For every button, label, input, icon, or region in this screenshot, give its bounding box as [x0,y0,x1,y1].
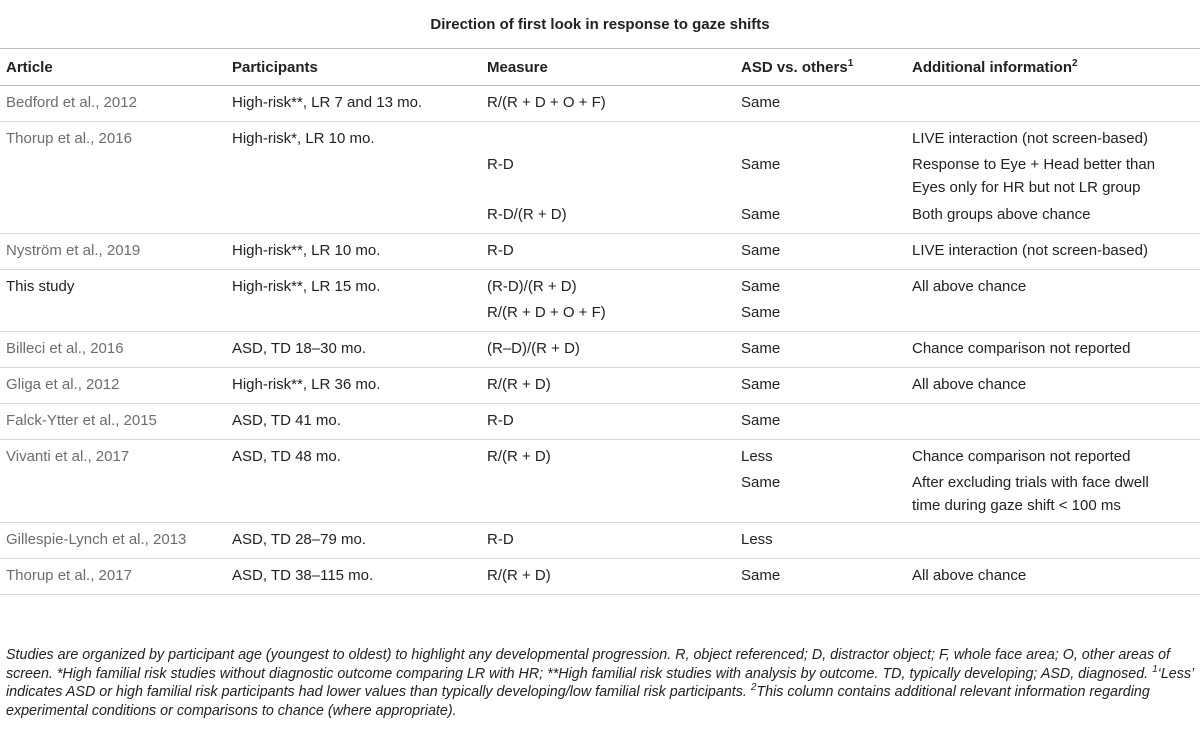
header-additional-sup: 2 [1071,58,1078,69]
participants-cell: High-risk**, LR 36 mo. [232,376,381,393]
additional-cell: Response to Eye + Head better than [912,156,1156,173]
measure-cell: R/(R + D) [487,448,551,465]
participants-cell: High-risk*, LR 10 mo. [232,130,375,147]
additional-cell [912,90,1200,116]
additional-cell: All above chance [912,567,1027,584]
footnote-sup: 1 [1152,663,1158,675]
asd-cell: Less [741,448,773,465]
participants-cell: ASD, TD 41 mo. [232,412,341,429]
article-link[interactable]: Thorup et al., 2016 [6,130,132,147]
measure-cell: R-D [487,242,514,259]
additional-cell: Chance comparison not reported [912,448,1131,465]
measure-cell: R/(R + D) [487,376,551,393]
measure-cell: R-D/(R + D) [487,206,567,223]
additional-cell: time during gaze shift < 100 ms [912,497,1121,514]
article-link[interactable]: Falck-Ytter et al., 2015 [6,412,157,429]
asd-cell: Same [741,474,781,491]
participants-cell: ASD, TD 18–30 mo. [232,340,366,357]
asd-cell: Less [741,531,773,548]
table-row [0,332,1200,368]
table-row [0,270,1200,332]
asd-cell: Same [741,242,781,259]
participants-cell: High-risk**, LR 10 mo. [232,242,381,259]
header-row [0,49,1200,86]
header-additional-label: Additional information [912,59,1072,76]
additional-cell: LIVE interaction (not screen-based) [912,130,1148,147]
table-footnote [6,646,1194,720]
additional-cell: All above chance [912,376,1027,393]
asd-cell: Same [741,206,781,223]
asd-cell: Same [741,94,781,111]
participants-cell: High-risk**, LR 7 and 13 mo. [232,94,423,111]
participants-cell: ASD, TD 38–115 mo. [232,567,374,584]
footnote-text: This column contains additional relevant information regarding experimental conditions or comparisons to chance (where appropriate). [6,684,1150,719]
additional-cell: Eyes only for HR but not LR group [912,179,1141,196]
measure-cell: R-D [487,531,514,548]
header-measure: Measure [481,49,735,86]
footnote-text: ‘Less’ indicates ASD or high familial risk participants had lower values than typically developing/low familial risk participants. [6,665,1194,700]
measure-cell: R/(R + D + O + F) [487,304,606,321]
article-cell: This study [6,278,75,295]
participants-cell: ASD, TD 48 mo. [232,448,341,465]
participants-cell: High-risk**, LR 15 mo. [232,278,381,295]
additional-cell: Both groups above chance [912,206,1091,223]
footnote-text: Studies are organized by participant age (youngest to oldest) to highlight any developmental progression. R, object referenced; D, distractor object; F, whole face area; O, other areas of screen. *High familial risk studies without diagnostic outcome comparing LR with HR; **High familial risk studies with analysis by outcome. TD, typically developing; ASD, diagnosed. [6,647,1171,682]
table-row [0,559,1200,595]
table-row [0,122,1200,234]
asd-cell: Same [741,340,781,357]
article-link[interactable]: Nyström et al., 2019 [6,242,141,259]
header-article: Article [0,49,226,86]
table-row [0,523,1200,559]
measure-cell: (R-D)/(R + D) [487,278,577,295]
article-link[interactable]: Gliga et al., 2012 [6,376,120,393]
additional-cell [912,408,1200,434]
header-additional [906,49,1200,86]
additional-cell: Chance comparison not reported [912,340,1131,357]
header-asd-label: ASD vs. others [741,59,848,76]
asd-cell: Same [741,567,781,584]
participants-cell: ASD, TD 28–79 mo. [232,531,366,548]
table-row [0,440,1200,523]
table-title: Direction of first look in response to gaze shifts [430,16,770,33]
article-link[interactable]: Thorup et al., 2017 [6,567,132,584]
asd-cell: Same [741,304,781,321]
table-row [0,86,1200,122]
article-link[interactable]: Bedford et al., 2012 [6,94,137,111]
table-row [0,404,1200,440]
data-table [0,48,1200,595]
measure-cell: R-D [487,412,514,429]
measure-cell: (R–D)/(R + D) [487,340,580,357]
additional-cell: After excluding trials with face dwell [912,474,1149,491]
footnote-sup: 2 [750,682,757,693]
header-asd-sup: 1 [847,58,854,69]
additional-cell: LIVE interaction (not screen-based) [912,242,1148,259]
asd-cell: Same [741,412,781,429]
measure-cell: R/(R + D) [487,567,551,584]
additional-cell: All above chance [912,278,1027,295]
asd-cell: Same [741,156,781,173]
header-asd [735,49,906,86]
table-row [0,368,1200,404]
table-row [0,234,1200,270]
article-link[interactable]: Vivanti et al., 2017 [6,448,130,465]
measure-cell: R/(R + D + O + F) [487,94,606,111]
measure-cell: R-D [487,156,514,173]
additional-cell [912,527,1200,553]
asd-cell: Same [741,376,781,393]
asd-cell: Same [741,278,781,295]
article-link[interactable]: Billeci et al., 2016 [6,340,124,357]
header-participants: Participants [226,49,481,86]
article-link[interactable]: Gillespie-Lynch et al., 2013 [6,531,187,548]
